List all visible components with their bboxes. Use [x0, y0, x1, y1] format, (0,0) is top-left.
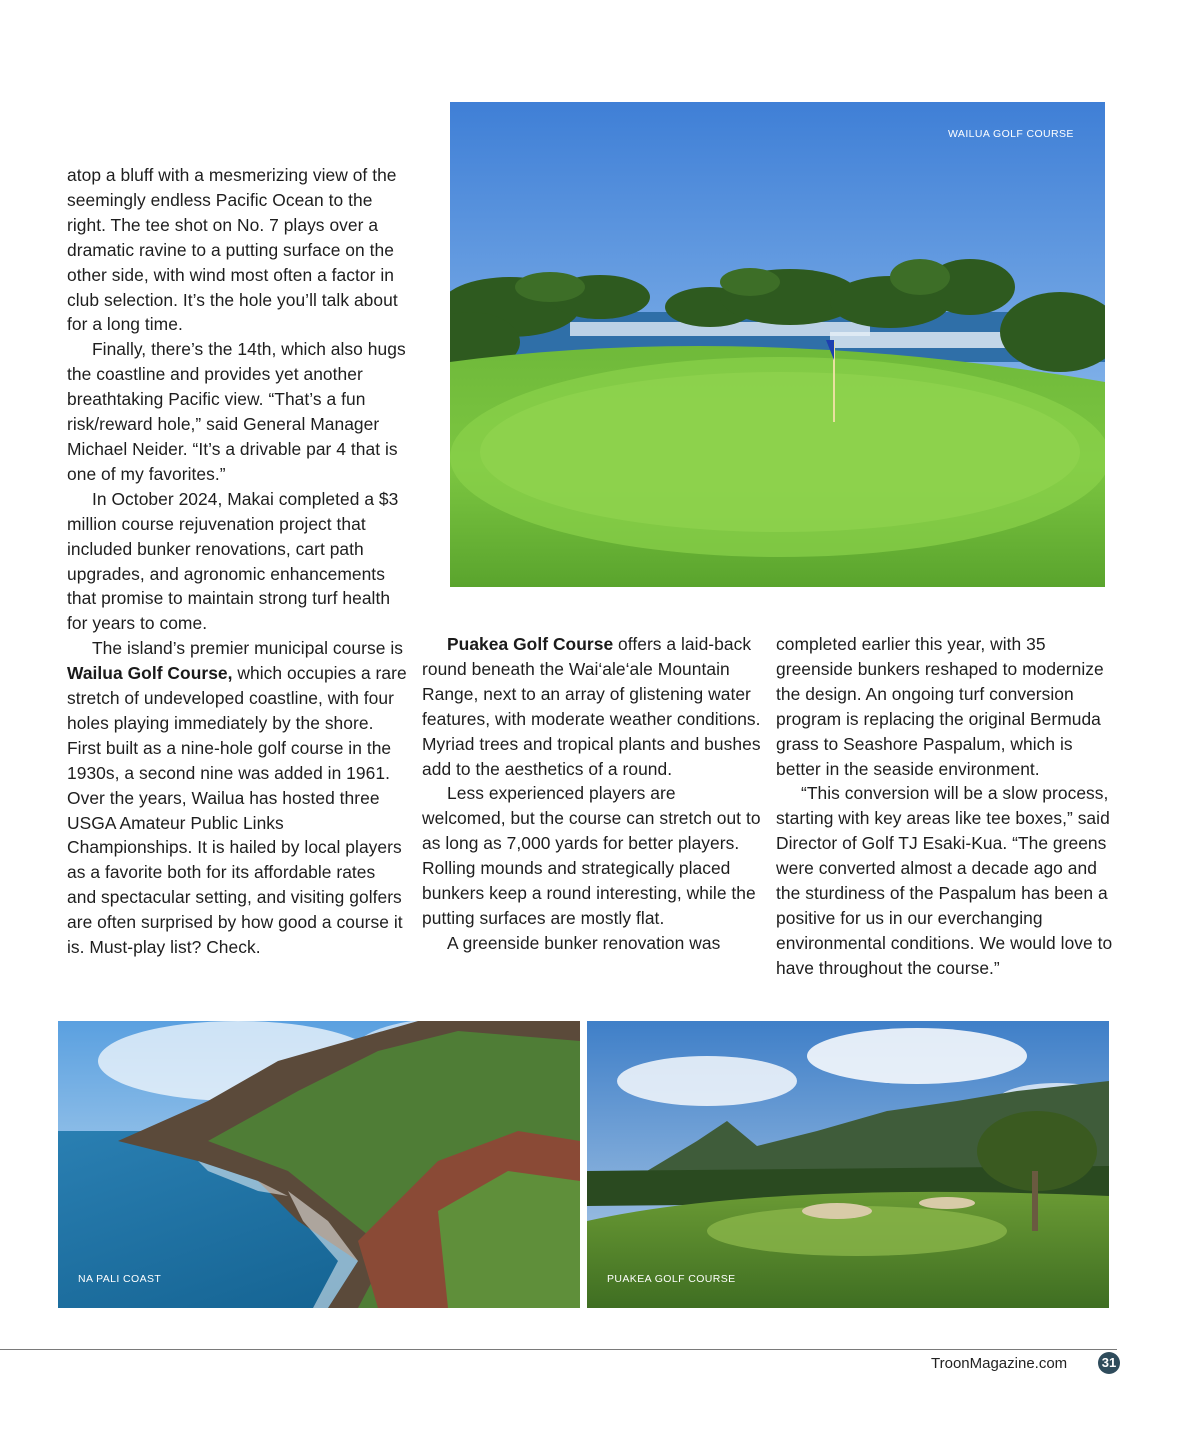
paragraph-text: The island’s premier municipal course is [92, 638, 403, 659]
footer-site-name: TroonMagazine.com [931, 1355, 1068, 1372]
paragraph: A greenside bunker renovation was [447, 932, 721, 953]
paragraph-text: which occupies a rare stretch of undeveloped coastline, with four holes playing immediately by the shore. First built as a nine-hole golf course in the 1930s, a second nine was added in 1961. Over the years, Wailua has hosted three USGA Amateur Public Links Championships. It is hailed by local players as a favorite both for its affordable rates and spectacular setting, and visiting golfers are often surprised by how good a course it is. Must-play list? Check. [67, 663, 407, 958]
paragraph: Finally, there’s the 14th, which also hugs the coastline and provides yet another breathtaking Pacific view. “That’s a fun risk/reward hole,” said General Manager Michael Neider. “It’s a drivable par 4 that is one of my favorites.” [67, 339, 406, 484]
article-column-1 [67, 163, 407, 960]
photo-caption: PUAKEA GOLF COURSE [607, 1273, 736, 1285]
photo-caption: WAILUA GOLF COURSE [948, 128, 1074, 140]
article-column-3 [776, 632, 1116, 981]
page-number-badge: 31 [1098, 1352, 1120, 1374]
paragraph-text: offers a laid-back round beneath the Wai‘ale‘ale Mountain Range, next to an array of glistening water features, with moderate weather conditions. Myriad trees and tropical plants and bushes add to the aesthetics of a round. [422, 634, 761, 779]
paragraph-puakea [422, 632, 762, 781]
wailua-golf-course-photo [450, 102, 1105, 587]
photo-caption: NA PALI COAST [78, 1273, 162, 1285]
footer-rule [0, 1349, 1117, 1350]
article-column-2 [422, 632, 762, 956]
paragraph: completed earlier this year, with 35 greenside bunkers reshaped to modernize the design. An ongoing turf conversion program is replacing the original Bermuda grass to Seashore Paspalum, which is better in the seaside environment. [776, 634, 1104, 779]
puakea-golf-course-photo [587, 1021, 1109, 1308]
paragraph: atop a bluff with a mesmerizing view of the seemingly endless Pacific Ocean to the right. The tee shot on No. 7 plays over a dramatic ravine to a putting surface on the other side, with wind most often a factor in club selection. It’s the hole you’ll talk about for a long time. [67, 165, 398, 335]
paragraph-wailua [67, 636, 407, 960]
paragraph: In October 2024, Makai completed a $3 million course rejuvenation project that included bunker renovations, cart path upgrades, and agronomic enhancements that promise to maintain strong turf health for years to come. [67, 488, 399, 634]
na-pali-coast-photo [58, 1021, 580, 1308]
course-name-puakea: Puakea Golf Course [447, 634, 614, 654]
course-name-wailua: Wailua Golf Course, [67, 663, 233, 684]
paragraph: Less experienced players are welcomed, but the course can stretch out to as long as 7,000 yards for better players. Rolling mounds and strategically placed bunkers keep a round interesting, while the putting surfaces are mostly flat. [422, 783, 761, 928]
paragraph: “This conversion will be a slow process, starting with key areas like tee boxes,” said Director of Golf TJ Esaki-Kua. “The greens were converted almost a decade ago and the sturdiness of the Paspalum has been a positive for us in our everchanging environmental conditions. We would love to have throughout the course.” [776, 783, 1113, 978]
